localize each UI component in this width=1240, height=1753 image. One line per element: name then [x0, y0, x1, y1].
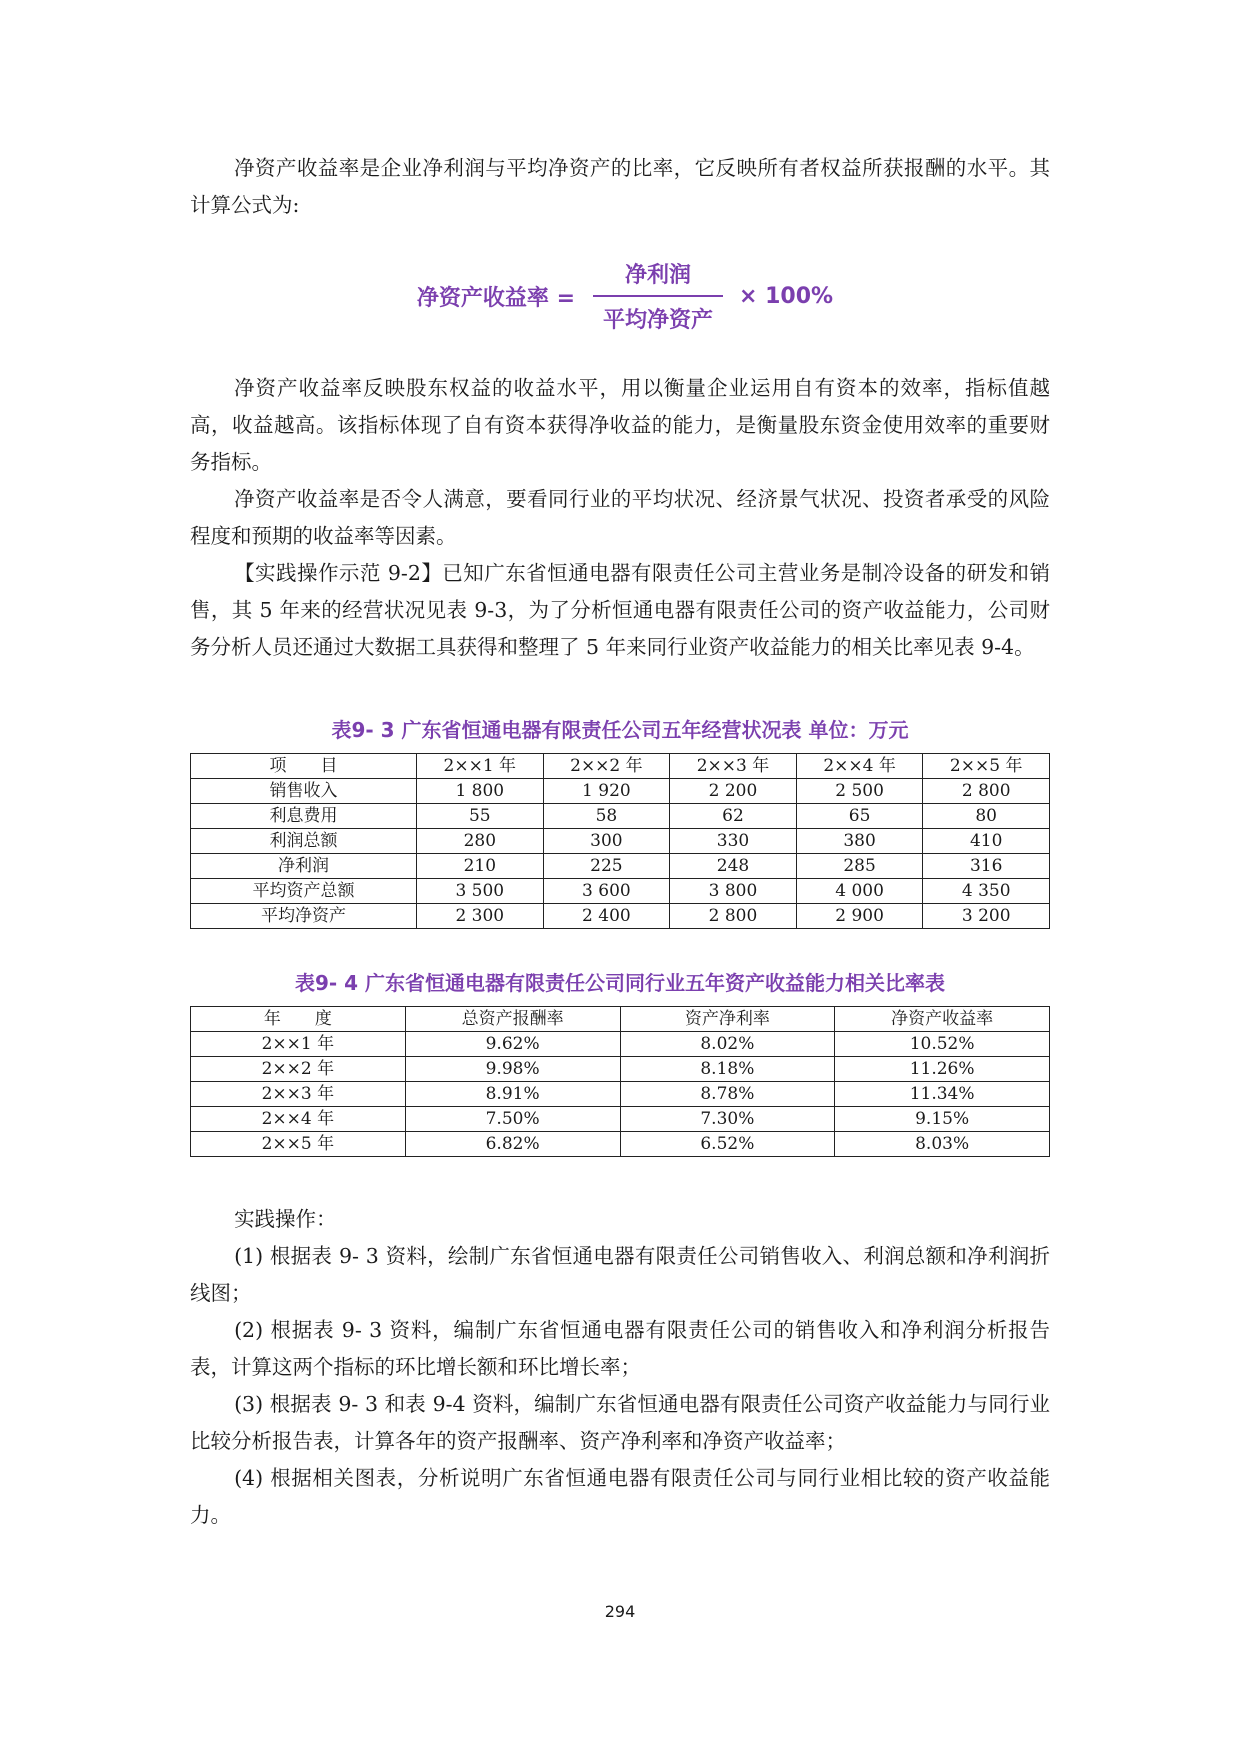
formula-denominator: 平均净资产	[603, 308, 714, 333]
table-cell: 9.62%	[405, 1032, 620, 1057]
table-9-3	[190, 753, 1050, 929]
table-cell: 1 800	[417, 779, 544, 804]
table-cell: 300	[543, 829, 670, 854]
table-row	[191, 829, 1050, 854]
table-cell: 280	[417, 829, 544, 854]
table-row	[191, 1107, 1050, 1132]
table-9-4-section	[190, 967, 1050, 1157]
table-cell: 2××4 年	[191, 1107, 406, 1132]
table-cell: 3 200	[923, 904, 1050, 929]
table-row	[191, 904, 1050, 929]
table-cell: 2 800	[923, 779, 1050, 804]
table-9-4-title: 表9- 4 广东省恒通电器有限责任公司同行业五年资产收益能力相关比率表	[294, 971, 946, 995]
table-9-3-title: 表9- 3 广东省恒通电器有限责任公司五年经营状况表 单位：万元	[331, 718, 909, 742]
table-cell: 2 500	[796, 779, 923, 804]
table-row	[191, 879, 1050, 904]
table-cell: 3 800	[670, 879, 797, 904]
table-cell: 2 400	[543, 904, 670, 929]
table-cell: 8.91%	[405, 1082, 620, 1107]
body-paragraph-example: 【实践操作示范 9-2】已知广东省恒通电器有限责任公司主营业务是制冷设备的研发和销售，其 5 年来的经营状况见表 9-3，为了分析恒通电器有限责任公司的资产收益能力，公司财务分析人员还通过大数据工具获得和整理了 5 年来同行业资产收益能力的相关比率见表 9-4。	[190, 561, 1050, 659]
table-cell: 2××5 年	[191, 1132, 406, 1157]
table-cell: 248	[670, 854, 797, 879]
table-cell: 80	[923, 804, 1050, 829]
table-cell: 销售收入	[191, 779, 417, 804]
table-cell: 62	[670, 804, 797, 829]
page-number: 294	[604, 1602, 636, 1621]
table-cell: 210	[417, 854, 544, 879]
formula-numerator: 净利润	[625, 263, 692, 288]
table-cell: 225	[543, 854, 670, 879]
table-header-cell: 2××1 年	[417, 754, 544, 779]
formula-rhs: × 100%	[739, 283, 834, 309]
practice-item: (3) 根据表 9- 3 和表 9-4 资料，编制广东省恒通电器有限责任公司资产收益能力与同行业比较分析报告表，计算各年的资产报酬率、资产净利率和净资产收益率；	[190, 1392, 1050, 1453]
table-cell: 8.18%	[620, 1057, 835, 1082]
table-cell: 2 300	[417, 904, 544, 929]
table-9-3-section	[190, 714, 1050, 929]
table-cell: 58	[543, 804, 670, 829]
practice-section	[190, 1201, 1050, 1534]
table-cell: 2 900	[796, 904, 923, 929]
table-header-cell: 资产净利率	[620, 1007, 835, 1032]
table-header-row	[191, 1007, 1050, 1032]
table-cell: 2××1 年	[191, 1032, 406, 1057]
roe-formula	[200, 258, 1050, 334]
page-content	[190, 150, 1050, 1534]
table-row	[191, 779, 1050, 804]
table-cell: 330	[670, 829, 797, 854]
table-cell: 平均资产总额	[191, 879, 417, 904]
table-header-cell: 2××2 年	[543, 754, 670, 779]
table-9-4	[190, 1006, 1050, 1157]
table-header-cell: 净资产收益率	[835, 1007, 1050, 1032]
table-header-cell: 2××4 年	[796, 754, 923, 779]
table-cell: 2 200	[670, 779, 797, 804]
practice-heading: 实践操作：	[234, 1207, 337, 1231]
table-cell: 65	[796, 804, 923, 829]
table-cell: 净利润	[191, 854, 417, 879]
table-cell: 1 920	[543, 779, 670, 804]
table-cell: 9.98%	[405, 1057, 620, 1082]
body-paragraph-roe-evaluation: 净资产收益率是否令人满意，要看同行业的平均状况、经济景气状况、投资者承受的风险程度和预期的收益率等因素。	[190, 487, 1050, 548]
table-cell: 4 350	[923, 879, 1050, 904]
table-header-cell: 年 度	[191, 1007, 406, 1032]
table-cell: 7.50%	[405, 1107, 620, 1132]
practice-item: (2) 根据表 9- 3 资料，编制广东省恒通电器有限责任公司的销售收入和净利润分析报告表，计算这两个指标的环比增长额和环比增长率；	[190, 1318, 1050, 1379]
formula-fraction	[585, 258, 731, 334]
table-row	[191, 1082, 1050, 1107]
table-cell: 6.82%	[405, 1132, 620, 1157]
table-header-cell: 总资产报酬率	[405, 1007, 620, 1032]
practice-item: (1) 根据表 9- 3 资料，绘制广东省恒通电器有限责任公司销售收入、利润总额和净利润折线图；	[190, 1244, 1050, 1305]
table-cell: 410	[923, 829, 1050, 854]
table-row	[191, 1057, 1050, 1082]
table-row	[191, 854, 1050, 879]
table-header-row	[191, 754, 1050, 779]
table-header-cell: 2××3 年	[670, 754, 797, 779]
table-cell: 利润总额	[191, 829, 417, 854]
table-cell: 7.30%	[620, 1107, 835, 1132]
table-cell: 9.15%	[835, 1107, 1050, 1132]
body-paragraph-roe-meaning: 净资产收益率反映股东权益的收益水平，用以衡量企业运用自有资本的效率，指标值越高，收益越高。该指标体现了自有资本获得净收益的能力，是衡量股东资金使用效率的重要财务指标。	[190, 376, 1050, 474]
table-cell: 2××3 年	[191, 1082, 406, 1107]
table-header-cell: 项 目	[191, 754, 417, 779]
formula-lhs: 净资产收益率 =	[416, 285, 575, 311]
table-cell: 2 800	[670, 904, 797, 929]
table-cell: 3 500	[417, 879, 544, 904]
table-cell: 8.03%	[835, 1132, 1050, 1157]
table-cell: 2××2 年	[191, 1057, 406, 1082]
table-cell: 3 600	[543, 879, 670, 904]
table-cell: 8.78%	[620, 1082, 835, 1107]
table-cell: 55	[417, 804, 544, 829]
table-cell: 平均净资产	[191, 904, 417, 929]
table-cell: 8.02%	[620, 1032, 835, 1057]
table-cell: 利息费用	[191, 804, 417, 829]
intro-paragraph: 净资产收益率是企业净利润与平均净资产的比率，它反映所有者权益所获报酬的水平。其计算公式为:	[190, 156, 1050, 217]
table-cell: 285	[796, 854, 923, 879]
table-cell: 316	[923, 854, 1050, 879]
table-cell: 380	[796, 829, 923, 854]
table-row	[191, 1132, 1050, 1157]
table-cell: 11.26%	[835, 1057, 1050, 1082]
table-cell: 10.52%	[835, 1032, 1050, 1057]
table-cell: 4 000	[796, 879, 923, 904]
table-row	[191, 804, 1050, 829]
table-cell: 11.34%	[835, 1082, 1050, 1107]
table-header-cell: 2××5 年	[923, 754, 1050, 779]
practice-item: (4) 根据相关图表，分析说明广东省恒通电器有限责任公司与同行业相比较的资产收益能力。	[190, 1466, 1050, 1527]
table-row	[191, 1032, 1050, 1057]
table-cell: 6.52%	[620, 1132, 835, 1157]
